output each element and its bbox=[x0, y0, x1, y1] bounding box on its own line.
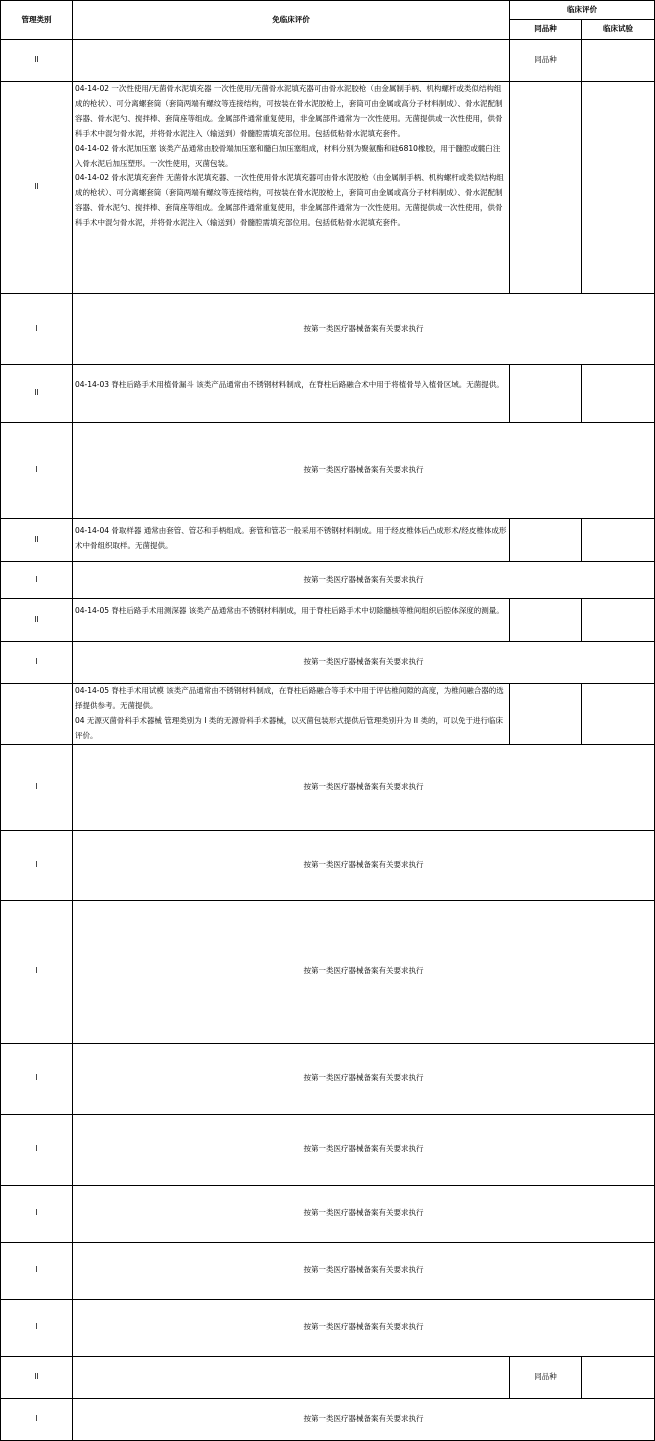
category-cell: I bbox=[1, 1242, 73, 1299]
table-row bbox=[1, 599, 655, 642]
description-paragraph: 04-14-02 一次性使用/无菌骨水泥填充器 一次性使用/无菌骨水泥填充器可由骨水泥胶枪（由金属制手柄、机构螺杆或类似结构组成的枪状）、可分离螺套筒（套筒两端有螺纹等连接结构，可按装在骨水泥胶枪上，套筒可由金属或高分子材料制成）、骨水泥配制容器、骨水泥勺、搅拌棒、套筒座等组成。金属部件通常重复使用，非金属部件通常为一次性使用。无菌提供或一次性使用，供骨科手术中混匀骨水泥，并将骨水泥注入（输送到）骨髓腔需填充部位用。包括低粘骨水泥填充套件。 bbox=[75, 84, 503, 138]
description-paragraph: 04-14-02 骨水泥加压塞 该类产品通常由胶骨端加压塞和髓臼加压塞组成，材料分别为聚氨酯和硅6810橡胶，用于髓腔或髋臼注入骨水泥后加压塑形。一次性使用，灭菌包装。 bbox=[75, 143, 501, 168]
table-row bbox=[1, 684, 655, 745]
description-cell bbox=[73, 1356, 510, 1398]
filing-note-cell: 按第一类医疗器械备案有关要求执行 bbox=[73, 1242, 655, 1299]
header-exempt-eval: 免临床评价 bbox=[73, 1, 510, 40]
description-paragraph: 04-14-05 脊柱后路手术用测深器 该类产品通常由不锈钢材料制成，用于脊柱后路手术中切除髓核等椎间组织后腔体深度的测量。 bbox=[75, 606, 504, 615]
clinical-trial-cell bbox=[582, 40, 655, 82]
description-cell bbox=[73, 82, 510, 294]
category-cell: I bbox=[1, 744, 73, 830]
category-cell: I bbox=[1, 423, 73, 519]
category-cell: II bbox=[1, 519, 73, 562]
table-row bbox=[1, 423, 655, 519]
filing-note-cell: 按第一类医疗器械备案有关要求执行 bbox=[73, 294, 655, 365]
filing-note-cell: 按第一类医疗器械备案有关要求执行 bbox=[73, 1114, 655, 1185]
table-row bbox=[1, 1242, 655, 1299]
category-cell: II bbox=[1, 365, 73, 423]
category-cell: I bbox=[1, 900, 73, 1043]
table-row bbox=[1, 40, 655, 82]
table-row bbox=[1, 365, 655, 423]
description-cell bbox=[73, 365, 510, 423]
table-row bbox=[1, 1356, 655, 1398]
filing-note-cell: 按第一类医疗器械备案有关要求执行 bbox=[73, 1398, 655, 1440]
category-cell: I bbox=[1, 1299, 73, 1356]
table-row bbox=[1, 562, 655, 599]
description-paragraph: 04-14-02 骨水泥填充套件 无菌骨水泥填充器、一次性使用骨水泥填充器可由骨水泥胶枪（由金属制手柄、机构螺杆或类似结构组成的枪状）、可分离螺套筒（套筒两端有螺纹等连接结构，可按装在骨水泥胶枪上，套筒可由金属或高分子材料制成）、骨水泥配制容器、骨水泥勺、搅拌棒、套筒座等组成。金属部件通常重复使用，非金属部件通常为一次性使用。无菌提供或一次性使用，供骨科手术中混匀骨水泥，并将骨水泥注入（输送到）骨髓腔需填充部位用。包括低粘骨水泥填充套件。 bbox=[75, 173, 504, 228]
clinical-trial-cell bbox=[582, 684, 655, 745]
category-cell: II bbox=[1, 40, 73, 82]
same-product-cell: 同品种 bbox=[510, 1356, 582, 1398]
filing-note-cell: 按第一类医疗器械备案有关要求执行 bbox=[73, 1299, 655, 1356]
table-row bbox=[1, 519, 655, 562]
clinical-trial-cell bbox=[582, 519, 655, 562]
same-product-cell: 同品种 bbox=[510, 40, 582, 82]
table-row bbox=[1, 82, 655, 294]
description-paragraph: 04-14-04 骨取样器 通常由套管、管芯和手柄组成。套管和管芯一般采用不锈钢材料制成。用于经皮椎体后凸成形术/经皮椎体成形术中骨组织取样。无菌提供。 bbox=[75, 526, 507, 550]
table-row bbox=[1, 1299, 655, 1356]
same-product-cell bbox=[510, 82, 582, 294]
same-product-cell bbox=[510, 599, 582, 642]
description-cell bbox=[73, 684, 510, 745]
header-same-product: 同品种 bbox=[510, 20, 582, 40]
filing-note-cell: 按第一类医疗器械备案有关要求执行 bbox=[73, 562, 655, 599]
category-cell: I bbox=[1, 1043, 73, 1114]
table-row bbox=[1, 1398, 655, 1440]
category-cell: II bbox=[1, 599, 73, 642]
clinical-trial-cell bbox=[582, 82, 655, 294]
category-cell: I bbox=[1, 562, 73, 599]
category-cell: I bbox=[1, 642, 73, 684]
table-row bbox=[1, 1114, 655, 1185]
same-product-cell bbox=[510, 684, 582, 745]
category-cell: II bbox=[1, 82, 73, 294]
header-category: 管理类别 bbox=[1, 1, 73, 40]
filing-note-cell: 按第一类医疗器械备案有关要求执行 bbox=[73, 830, 655, 900]
category-cell: I bbox=[1, 1114, 73, 1185]
table-row bbox=[1, 744, 655, 830]
same-product-cell bbox=[510, 519, 582, 562]
header-clinical-trial: 临床试验 bbox=[582, 20, 655, 40]
clinical-trial-cell bbox=[582, 365, 655, 423]
table-row bbox=[1, 900, 655, 1043]
table-row bbox=[1, 294, 655, 365]
filing-note-cell: 按第一类医疗器械备案有关要求执行 bbox=[73, 744, 655, 830]
category-cell: I bbox=[1, 294, 73, 365]
filing-note-cell: 按第一类医疗器械备案有关要求执行 bbox=[73, 423, 655, 519]
table-row bbox=[1, 1185, 655, 1242]
category-cell: I bbox=[1, 830, 73, 900]
description-paragraph: 04-14-03 脊柱后路手术用植骨漏斗 该类产品通常由不锈钢材料制成，在脊柱后路融合术中用于将植骨导入植骨区域。无菌提供。 bbox=[75, 380, 504, 389]
category-cell: II bbox=[1, 1356, 73, 1398]
same-product-cell bbox=[510, 365, 582, 423]
table-row bbox=[1, 830, 655, 900]
description-cell bbox=[73, 40, 510, 82]
table-row bbox=[1, 1043, 655, 1114]
clinical-trial-cell bbox=[582, 599, 655, 642]
description-cell bbox=[73, 519, 510, 562]
header-clinical-eval: 临床评价 bbox=[510, 1, 655, 20]
category-cell: I bbox=[1, 1398, 73, 1440]
filing-note-cell: 按第一类医疗器械备案有关要求执行 bbox=[73, 900, 655, 1043]
category-cell bbox=[1, 684, 73, 745]
clinical-trial-cell bbox=[582, 1356, 655, 1398]
filing-note-cell: 按第一类医疗器械备案有关要求执行 bbox=[73, 1185, 655, 1242]
table-row bbox=[1, 642, 655, 684]
description-paragraph: 04-14-05 脊柱手术用试模 该类产品通常由不锈钢材料制成，在脊柱后路融合等手术中用于评估椎间隙的高度，为椎间融合器的选择提供参考。无菌提供。 bbox=[75, 686, 504, 710]
filing-note-cell: 按第一类医疗器械备案有关要求执行 bbox=[73, 1043, 655, 1114]
description-cell bbox=[73, 599, 510, 642]
category-cell: I bbox=[1, 1185, 73, 1242]
description-paragraph: 04 无源灭菌骨科手术器械 管理类别为 I 类的无源骨科手术器械，以灭菌包装形式提供后管理类别升为 II 类的，可以免于进行临床评价。 bbox=[75, 715, 503, 740]
filing-note-cell: 按第一类医疗器械备案有关要求执行 bbox=[73, 642, 655, 684]
